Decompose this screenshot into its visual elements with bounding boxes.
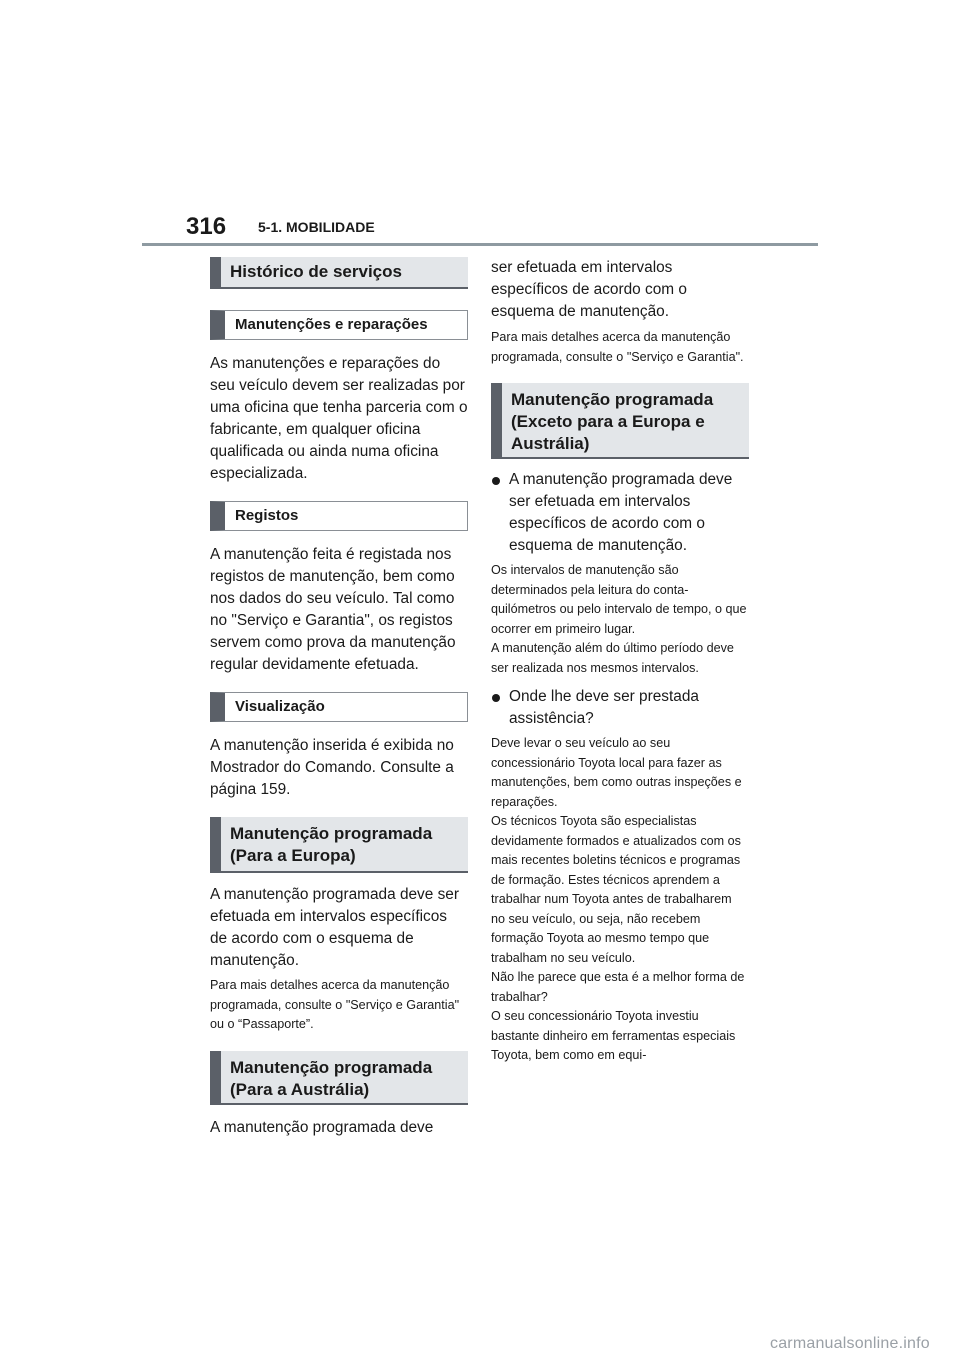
heading-historico: Histórico de serviços: [210, 257, 468, 289]
paragraph-visualizacao: A manutenção inserida é exibida no Mostrador do Comando. Consulte a página 159.: [210, 737, 454, 798]
paragraph-manutencoes: As manutenções e reparações do seu veículo devem ser realizadas por uma oficina que tenha parceria com o fabricante, em qualquer oficina qualificada ou ainda numa oficina especializada.: [210, 355, 468, 482]
bullet-text: A manutenção programada deve ser efetuada em intervalos específicos de acordo com o esquema de manutenção.: [509, 471, 733, 554]
note-europa: Para mais detalhes acerca da manutenção programada, consulte o "Serviço e Garantia" ou o “Passaporte”.: [210, 978, 460, 1031]
bullet-item: [491, 469, 749, 557]
note-investimento: O seu concessionário Toyota investiu bastante dinheiro em ferramentas especiais Toyota, bem como em equi-: [491, 1009, 736, 1062]
note-continued: Para mais detalhes acerca da manutenção programada, consulte o "Serviço e Garantia".: [491, 330, 744, 364]
subheading-registos: Registos: [210, 501, 468, 531]
paragraph-continued: ser efetuada em intervalos específicos de acordo com o esquema de manutenção.: [491, 259, 687, 320]
bullet-dot-icon: [492, 694, 500, 702]
header-rule: [142, 243, 818, 246]
section-label: 5-1. MOBILIDADE: [258, 219, 375, 235]
note-melhor-forma: Não lhe parece que esta é a melhor forma de trabalhar?: [491, 970, 745, 1004]
right-column: [491, 257, 749, 1066]
paragraph-registos: A manutenção feita é registada nos registos de manutenção, bem como nos dados do seu veículo. Tal como no "Serviço e Garantia", os registos servem como prova da manutenção regular devidamente efetuada.: [210, 546, 456, 673]
watermark: carmanualsonline.info: [770, 1335, 930, 1352]
note-intervalos: Os intervalos de manutenção são determinados pela leitura do conta-quilómetros ou pelo intervalo de tempo, o que ocorrer em primeiro lugar.: [491, 563, 747, 636]
bullet-dot-icon: [492, 477, 500, 485]
paragraph-europa: A manutenção programada deve ser efetuada em intervalos específicos de acordo com o esquema de manutenção.: [210, 886, 459, 969]
heading-europa: Manutenção programada (Para a Europa): [210, 817, 468, 873]
note-concessionario: Deve levar o seu veículo ao seu concessionário Toyota local para fazer as manutenções, bem como outras inspeções e reparações.: [491, 736, 742, 809]
bullet-text: Onde lhe deve ser prestada assistência?: [509, 688, 699, 727]
heading-australia: Manutenção programada (Para a Austrália): [210, 1051, 468, 1105]
bullet-item: [491, 686, 749, 730]
subheading-visualizacao: Visualização: [210, 692, 468, 722]
left-column: [210, 257, 468, 1139]
heading-exceto: Manutenção programada (Exceto para a Europa e Austrália): [491, 383, 749, 459]
subheading-manutencoes: Manutenções e reparações: [210, 310, 468, 340]
note-tecnicos: Os técnicos Toyota são especialistas devidamente formados e atualizados com os mais recentes boletins técnicos e programas de formação. Estes técnicos aprendem a trabalhar num Toyota antes de trabalharem no seu veículo, ou seja, não recebem formação Toyota ao mesmo tempo que trabalham no seu veículo.: [491, 814, 741, 965]
paragraph-australia: A manutenção programada deve: [210, 1118, 434, 1136]
note-alem-periodo: A manutenção além do último período deve ser realizada nos mesmos intervalos.: [491, 641, 734, 675]
page-number: 316: [186, 213, 227, 240]
